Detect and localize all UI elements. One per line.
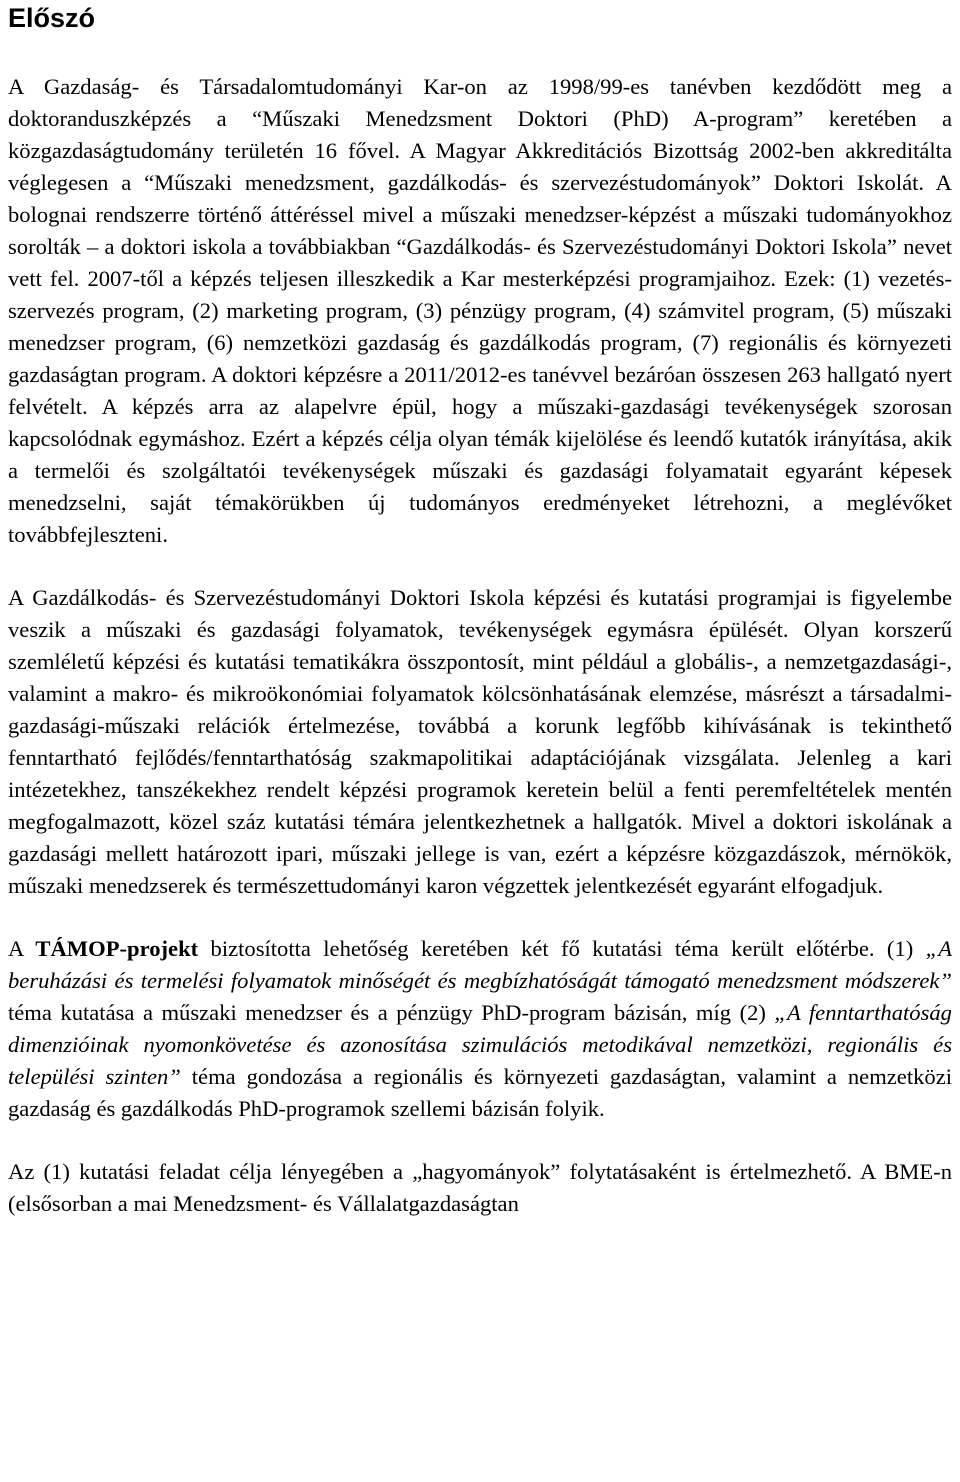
research-topic-1: „A beruházási és termelési folyamatok minőségét és megbízhatóságát támogató menedzsment módszerek” (8, 936, 952, 993)
page-title: Előszó (8, 3, 96, 33)
paragraph-history: A Gazdaság- és Társadalomtudományi Kar-on az 1998/99-es tanévben kezdődött meg a doktoranduszképzés a “Műszaki Menedzsment Doktori (PhD) A-program” keretében a közgazdaságtudomány területén 16 fővel. A Magyar Akkreditációs Bizottság 2002-ben akkreditálta véglegesen a “Műszaki menedzsment, gazdálkodás- és szervezéstudományok” Doktori Iskolát. A bolognai rendszerre történő áttéréssel mivel a műszaki menedzser-képzést a műszaki tudományokhoz sorolták – a doktori iskola a továbbiakban “Gazdálkodás- és Szervezéstudományi Doktori Iskola” nevet vett fel. 2007-től a képzés teljesen illeszkedik a Kar mesterképzési programjaihoz. Ezek: (1) vezetés-szervezés program, (2) marketing program, (3) pénzügy program, (4) számvitel program, (5) műszaki menedzser program, (6) nemzetközi gazdaság és gazdálkodás program, (7) regionális és környezeti gazdaságtan program. A doktori képzésre a 2011/2012-es tanévvel bezáróan összesen 263 hallgató nyert felvételt. A képzés arra az alapelvre épül, hogy a műszaki-gazdasági tevékenységek szorosan kapcsolódnak egymáshoz. Ezért a képzés célja olyan témák kijelölése és leendő kutatók irányítása, akik a termelői és szolgáltatói tevékenységek műszaki és gazdasági folyamatait egyaránt képesek menedzselni, saját témakörükben új tudományos eredményeket létrehozni, a meglévőket továbbfejleszteni. (8, 74, 952, 547)
paragraph-programs: A Gazdálkodás- és Szervezéstudományi Doktori Iskola képzési és kutatási programjai is figyelembe veszik a műszaki és gazdasági folyamatok, tevékenységek egymásra épülését. Olyan korszerű szemléletű képzési és kutatási tematikákra összpontosít, mint például a globális-, a nemzetgazdasági-, valamint a makro- és mikroökonómiai folyamatok kölcsönhatásának elemzése, másrészt a társadalmi-gazdasági-műszaki relációk értelmezése, továbbá a korunk legfőbb kihívásának is tekinthető fenntartható fejlődés/fenntarthatóság szakmapolitikai adaptációjának vizsgálata. Jelenleg a kari intézetekhez, tanszékekhez rendelt képzési programok keretein belül a fenti peremfeltételek mentén megfogalmazott, közel száz kutatási témára jelentkezhetnek a hallgatók. Mivel a doktori iskolának a gazdasági mellett határozott ipari, műszaki jellege is van, ezért a képzésre közgazdászok, mérnökök, műszaki menedzserek és természettudományi karon végzettek jelentkezését egyaránt elfogadjuk. (8, 585, 952, 898)
paragraph-text: téma kutatása a műszaki menedzser és a pénzügy PhD-program bázisán, míg (2) (8, 1000, 775, 1025)
paragraph-research-goal: Az (1) kutatási feladat célja lényegében a „hagyományok” folytatásaként is értelmezhető. A BME-n (elsősorban a mai Menedzsment- és Vállalatgazdaságtan (8, 1159, 952, 1216)
paragraph-text: A (8, 936, 36, 961)
research-topic-2: „A fenntarthatóság dimenzióinak nyomonkövetése és azonosítása szimulációs metodikával nemzetközi, regionális és települési szinten” (8, 1000, 952, 1089)
paragraph-tamop-project (8, 933, 952, 1125)
paragraph-text: biztosította lehetőség keretében két fő kutatási téma került előtérbe. (1) (198, 936, 926, 961)
paragraph-text: téma gondozása a regionális és környezeti gazdaságtan, valamint a nemzetközi gazdaság és gazdálkodás PhD-programok szellemi bázisán folyik. (8, 1064, 952, 1121)
project-name: TÁMOP-projekt (35, 936, 199, 961)
